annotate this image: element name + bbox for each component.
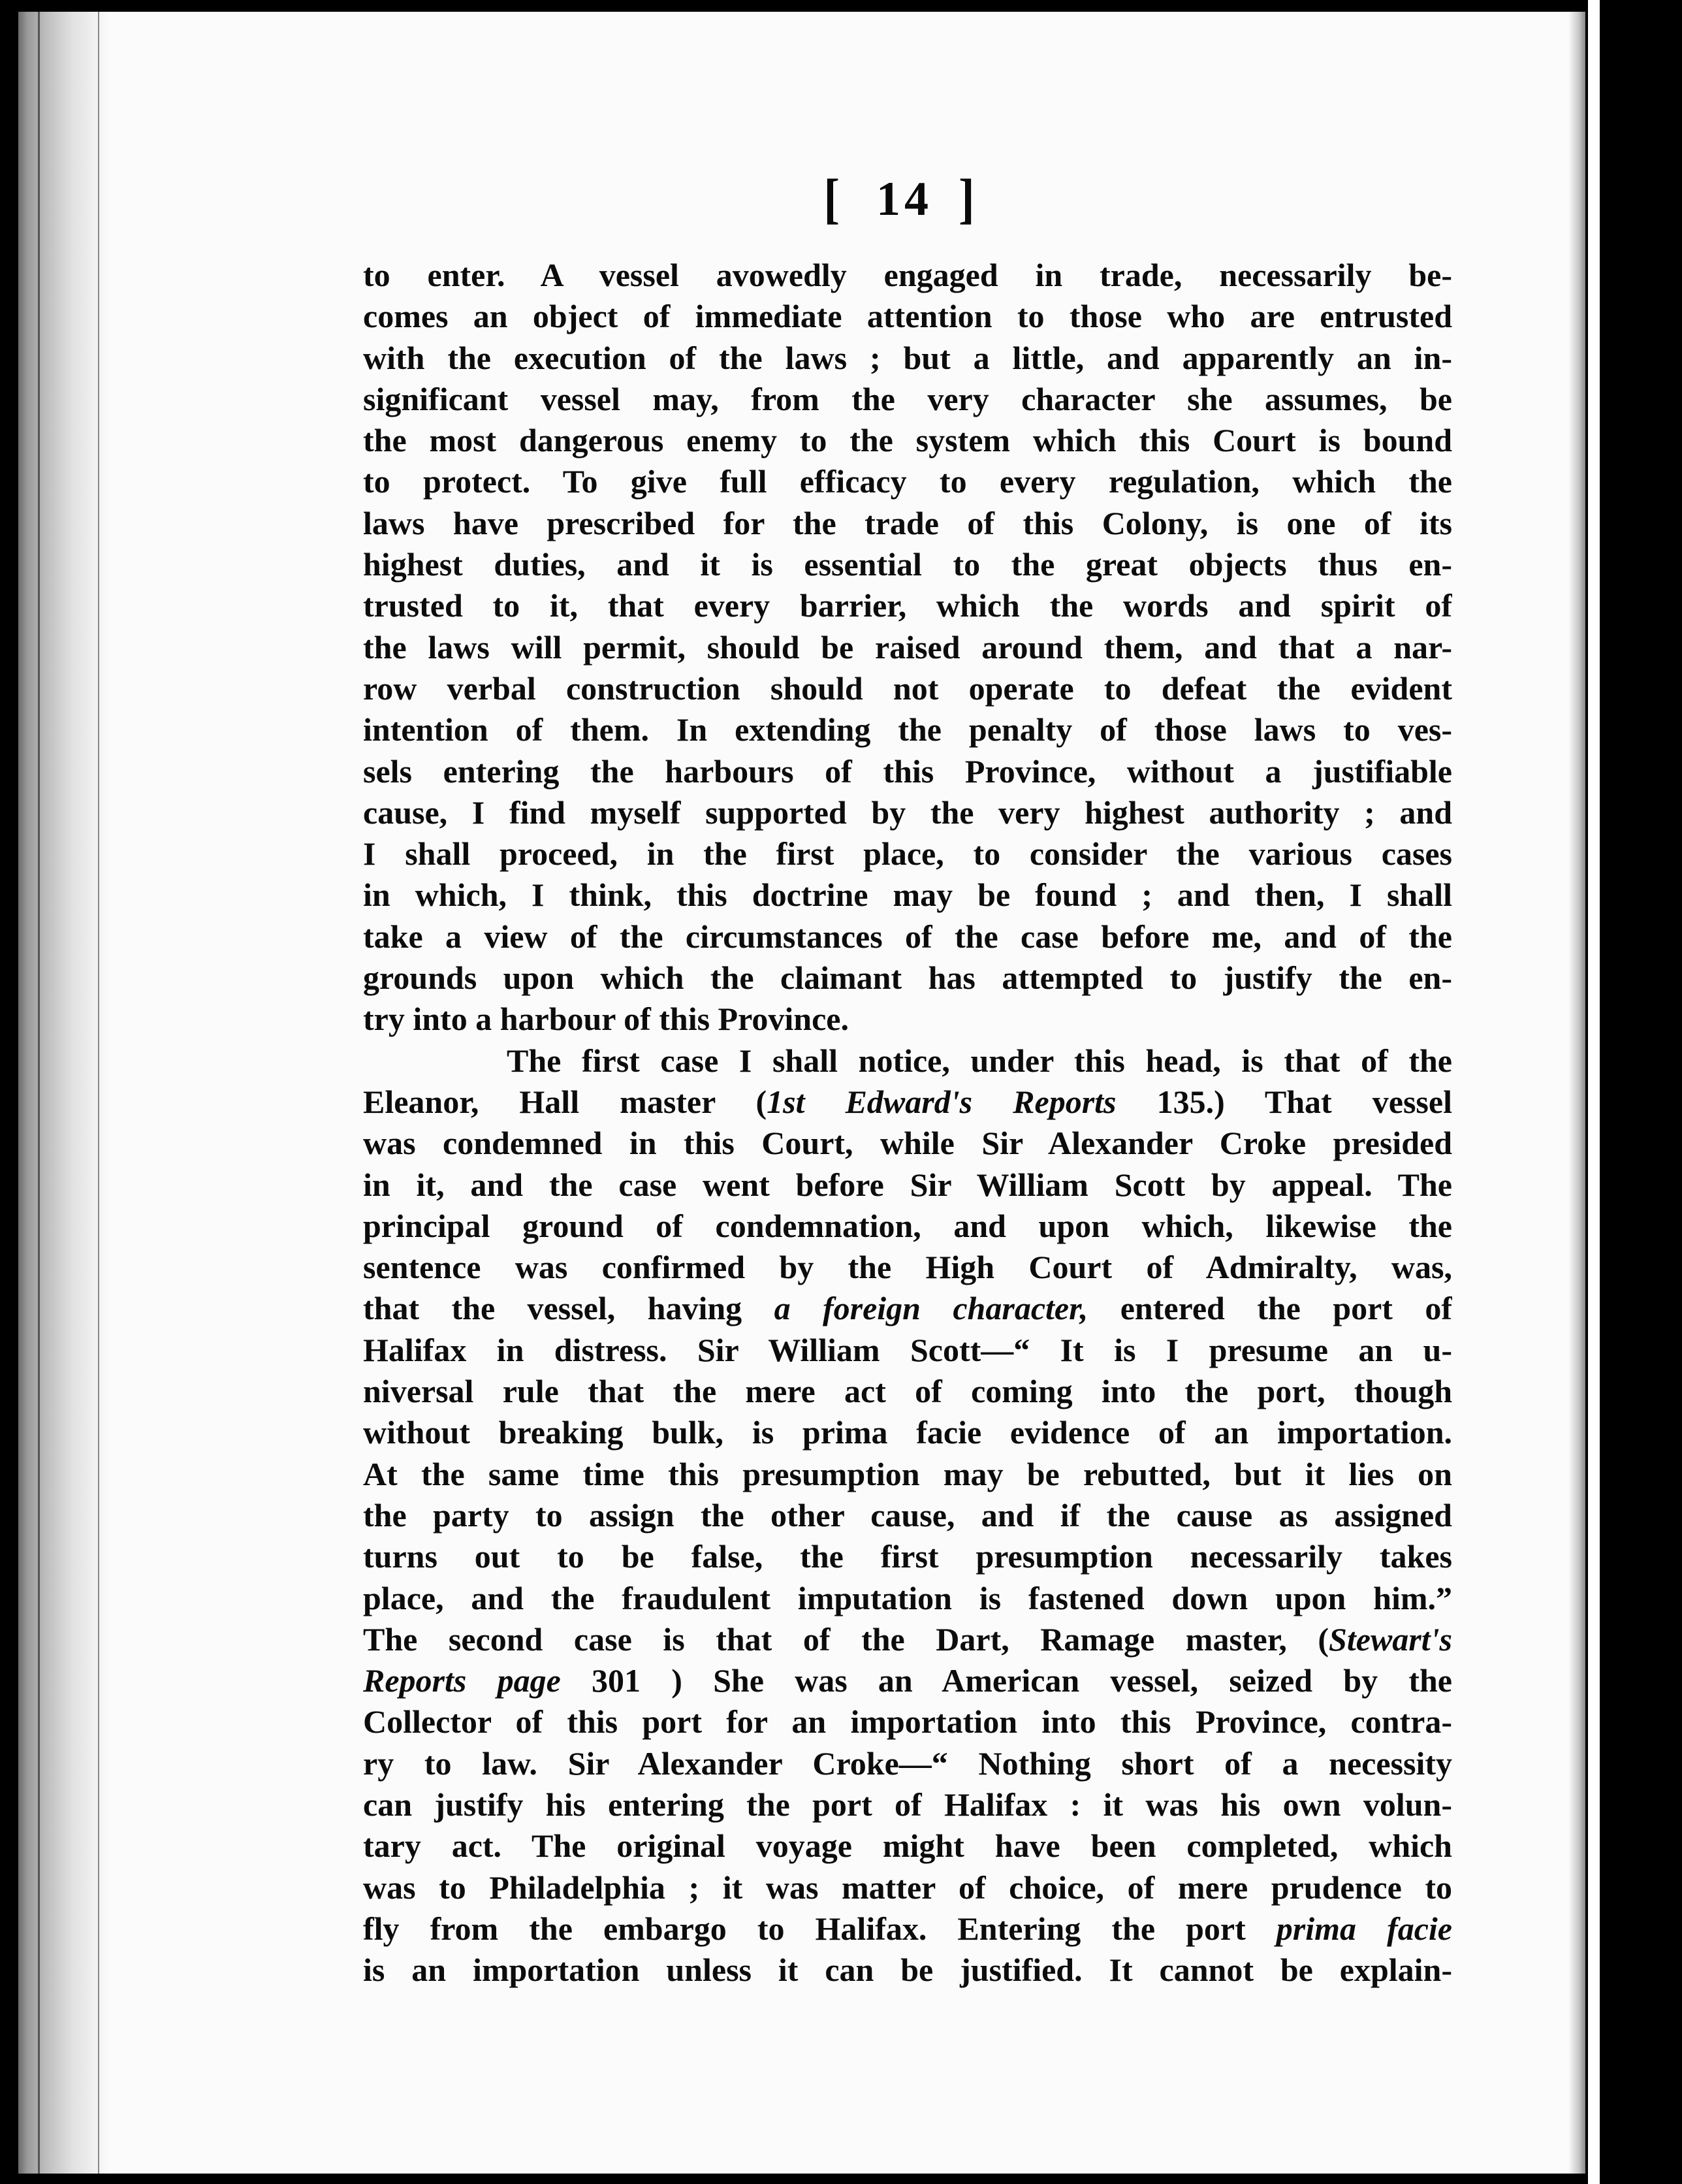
text-segment: cause, I find myself supported by the very highest authority ; and bbox=[363, 794, 1452, 831]
text-line bbox=[363, 1040, 1452, 1082]
text-segment: intention of them. In extending the penalty of those laws to ves- bbox=[363, 711, 1452, 748]
text-segment: The second case is that of the Dart, Ramage master, ( bbox=[363, 1620, 1329, 1658]
text-segment: row verbal construction should not operate to defeat the evident bbox=[363, 669, 1452, 707]
text-line bbox=[363, 1330, 1452, 1371]
text-line bbox=[363, 255, 1452, 296]
text-segment: can justify his entering the port of Halifax : it was his own volun- bbox=[363, 1786, 1452, 1823]
text-segment: try into a harbour of this Province. bbox=[363, 1001, 849, 1038]
text-segment: the most dangerous enemy to the system which this Court is bound bbox=[363, 422, 1452, 459]
text-line bbox=[363, 1867, 1452, 1908]
italic-text: 1st Edward's Reports bbox=[767, 1083, 1117, 1120]
text-line bbox=[363, 379, 1452, 420]
text-line bbox=[363, 420, 1452, 461]
text-segment: with the execution of the laws ; but a little, and apparently an in- bbox=[363, 339, 1452, 376]
gutter-line bbox=[98, 12, 99, 2174]
text-line bbox=[363, 1371, 1452, 1412]
scan-border-bottom bbox=[0, 2174, 1682, 2184]
page-number-bracket-open: [ bbox=[823, 168, 844, 230]
italic-text: prima facie bbox=[1276, 1910, 1452, 1947]
text-line bbox=[363, 709, 1452, 750]
text-line bbox=[363, 296, 1452, 337]
text-segment: in which, I think, this doctrine may be found ; and then, I shall bbox=[363, 876, 1452, 914]
text-line bbox=[363, 833, 1452, 875]
text-segment: turns out to be false, the first presumption necessarily takes bbox=[363, 1538, 1452, 1575]
text-line bbox=[363, 668, 1452, 709]
text-segment: sentence was confirmed by the High Court of Admiralty, was, bbox=[363, 1249, 1452, 1286]
text-line bbox=[363, 1412, 1452, 1453]
text-line bbox=[363, 1950, 1452, 1991]
italic-text: Reports page bbox=[363, 1662, 561, 1699]
text-line bbox=[363, 1701, 1452, 1742]
text-line bbox=[363, 1578, 1452, 1619]
text-segment: was condemned in this Court, while Sir Alexander Croke presided bbox=[363, 1125, 1452, 1162]
text-line bbox=[363, 916, 1452, 957]
text-line bbox=[363, 1454, 1452, 1495]
text-segment: 301 ) She was an American vessel, seized by the bbox=[560, 1662, 1452, 1699]
text-line bbox=[363, 957, 1452, 999]
text-segment: sels entering the harbours of this Province, without a justifiable bbox=[363, 752, 1452, 790]
text-line bbox=[363, 1743, 1452, 1784]
text-line bbox=[363, 338, 1452, 379]
text-segment: the laws will permit, should be raised around them, and that a nar- bbox=[363, 628, 1452, 666]
binding-gutter-shadow bbox=[18, 12, 110, 2174]
text-line bbox=[363, 792, 1452, 833]
text-segment: to enter. A vessel avowedly engaged in trade, necessarily be- bbox=[363, 257, 1452, 293]
text-segment: take a view of the circumstances of the case before me, and of the bbox=[363, 918, 1452, 955]
text-line bbox=[363, 1288, 1452, 1329]
italic-text: Stewart's bbox=[1329, 1620, 1452, 1658]
text-line bbox=[363, 1784, 1452, 1825]
text-segment: niversal rule that the mere act of coming into the port, though bbox=[363, 1373, 1452, 1410]
text-segment: Halifax in distress. Sir William Scott—“ It is I presume an u- bbox=[363, 1331, 1452, 1368]
text-segment: to protect. To give full efficacy to every regulation, which the bbox=[363, 463, 1452, 500]
text-line bbox=[363, 1495, 1452, 1536]
text-segment: principal ground of condemnation, and upon which, likewise the bbox=[363, 1207, 1452, 1244]
text-line bbox=[363, 1619, 1452, 1660]
text-line bbox=[363, 1164, 1452, 1206]
text-segment: ry to law. Sir Alexander Croke—“ Nothing short of a necessity bbox=[363, 1744, 1452, 1782]
text-line bbox=[363, 627, 1452, 668]
text-segment: tary act. The original voyage might have been completed, which bbox=[363, 1827, 1452, 1865]
text-segment: 135.) That vessel bbox=[1116, 1083, 1452, 1120]
text-line bbox=[363, 875, 1452, 916]
scan-border-right-gap bbox=[1588, 0, 1600, 2184]
text-line bbox=[363, 1247, 1452, 1288]
text-segment: that the vessel, having bbox=[363, 1290, 774, 1327]
text-segment: place, and the fraudulent imputation is fastened down upon him.” bbox=[363, 1579, 1452, 1616]
text-line bbox=[363, 1206, 1452, 1247]
scan-border-top bbox=[0, 0, 1682, 12]
text-line bbox=[363, 461, 1452, 502]
page-number-bracket-close: ] bbox=[959, 168, 979, 230]
text-line bbox=[363, 1123, 1452, 1164]
text-line bbox=[363, 503, 1452, 544]
text-line bbox=[363, 1082, 1452, 1123]
text-line bbox=[363, 999, 1452, 1040]
text-segment: comes an object of immediate attention to those who are entrusted bbox=[363, 298, 1452, 335]
text-line bbox=[363, 1660, 1452, 1701]
text-segment: The first case I shall notice, under this head, is that of the bbox=[507, 1042, 1452, 1079]
text-segment: is an importation unless it can be justified. It cannot be explain- bbox=[363, 1951, 1452, 1989]
scan-border-left bbox=[0, 0, 18, 2184]
right-edge-shadow bbox=[1568, 12, 1585, 2174]
text-segment: the party to assign the other cause, and if the cause as assigned bbox=[363, 1496, 1452, 1534]
text-segment: grounds upon which the claimant has attempted to justify the en- bbox=[363, 959, 1452, 997]
text-segment: highest duties, and it is essential to the great objects thus en- bbox=[363, 546, 1452, 583]
text-segment: I shall proceed, in the first place, to consider the various cases bbox=[363, 835, 1452, 873]
text-segment: without breaking bulk, is prima facie evidence of an importation. bbox=[363, 1414, 1452, 1451]
body-text bbox=[363, 255, 1452, 2018]
text-segment: At the same time this presumption may be rebutted, but it lies on bbox=[363, 1455, 1452, 1492]
text-line bbox=[363, 585, 1452, 626]
text-line bbox=[363, 1536, 1452, 1577]
text-segment: significant vessel may, from the very character she assumes, be bbox=[363, 380, 1452, 417]
text-segment: Eleanor, Hall master ( bbox=[363, 1083, 767, 1120]
text-line bbox=[363, 1908, 1452, 1950]
gutter-line bbox=[38, 12, 40, 2174]
text-line bbox=[363, 751, 1452, 792]
text-segment: entered the port of bbox=[1088, 1290, 1452, 1327]
text-segment: trusted to it, that every barrier, which the words and spirit of bbox=[363, 587, 1452, 624]
scan-border-right bbox=[1593, 0, 1682, 2184]
page-number: 14 bbox=[876, 172, 932, 226]
text-segment: laws have prescribed for the trade of this Colony, is one of its bbox=[363, 504, 1452, 541]
page-number-header bbox=[803, 167, 999, 232]
text-segment: fly from the embargo to Halifax. Entering the port bbox=[363, 1910, 1277, 1947]
text-line bbox=[363, 544, 1452, 585]
text-segment: was to Philadelphia ; it was matter of choice, of mere prudence to bbox=[363, 1869, 1452, 1906]
text-segment: Collector of this port for an importation into this Province, contra- bbox=[363, 1703, 1452, 1741]
text-line bbox=[363, 1825, 1452, 1867]
text-segment: in it, and the case went before Sir William Scott by appeal. The bbox=[363, 1166, 1452, 1203]
italic-text: a foreign character, bbox=[774, 1290, 1088, 1327]
